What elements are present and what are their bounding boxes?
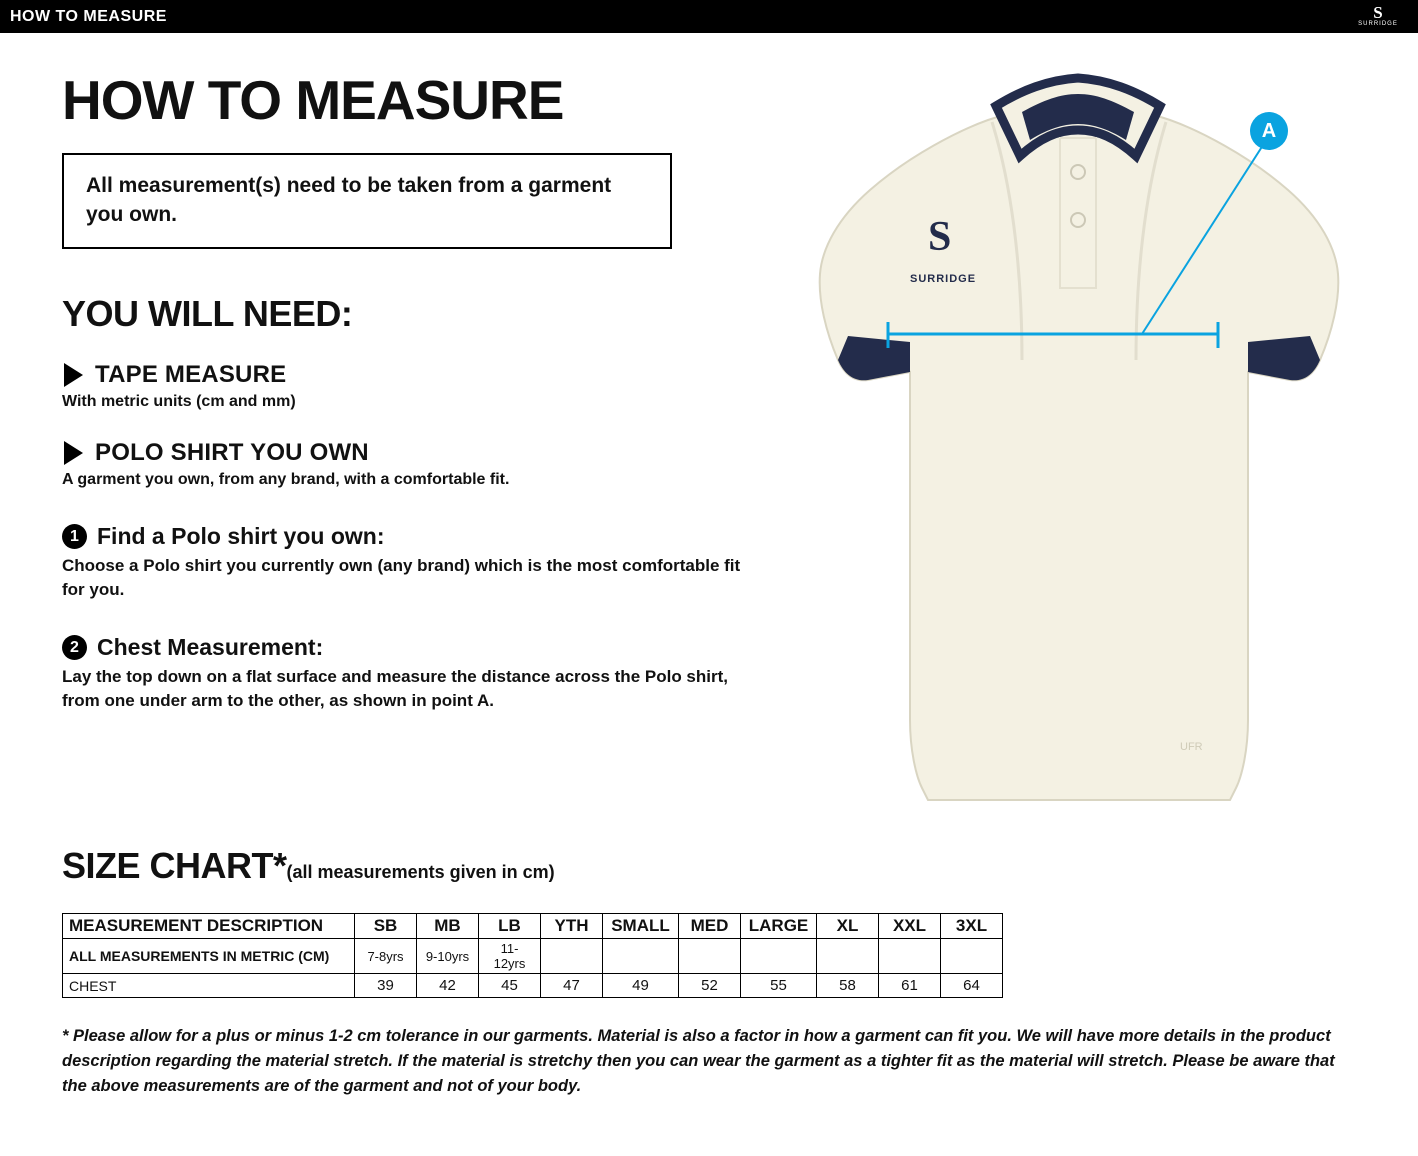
step-body: Lay the top down on a flat surface and measure the distance across the Polo shirt, from one under arm to the other, as shown in point A. <box>62 667 728 710</box>
table-cell: 49 <box>603 974 679 998</box>
step-label: Chest Measurement: <box>97 634 324 660</box>
step-number-badge: 2 <box>62 635 87 660</box>
size-chart-table <box>62 913 1003 998</box>
page-title: HOW TO MEASURE <box>62 69 564 131</box>
table-cell <box>741 939 817 974</box>
shirt-button-bottom <box>1071 213 1085 227</box>
top-bar-title: HOW TO MEASURE <box>10 8 167 25</box>
table-cell <box>817 939 879 974</box>
need-item-tape-measure <box>62 361 762 413</box>
column-header: SB <box>355 914 417 939</box>
row-label: ALL MEASUREMENTS IN METRIC (CM) <box>63 939 355 974</box>
table-row <box>63 974 1003 998</box>
triangle-bullet-icon <box>64 441 83 465</box>
shirt-right-cuff <box>1248 336 1320 380</box>
triangle-bullet-icon <box>64 363 83 387</box>
need-label: POLO SHIRT YOU OWN <box>95 439 369 466</box>
column-header: MEASUREMENT DESCRIPTION <box>63 914 355 939</box>
table-cell <box>879 939 941 974</box>
column-header: LARGE <box>741 914 817 939</box>
column-header: MB <box>417 914 479 939</box>
table-cell: 45 <box>479 974 541 998</box>
step-find-polo-shirt <box>62 523 762 602</box>
row-label: CHEST <box>63 974 355 998</box>
table-cell: 52 <box>679 974 741 998</box>
size-chart-title: SIZE CHART* <box>62 845 287 886</box>
shirt-left-cuff <box>838 336 910 380</box>
svg-text:S: S <box>928 214 952 260</box>
column-header: MED <box>679 914 741 939</box>
table-header-row <box>63 914 1003 939</box>
need-label: TAPE MEASURE <box>95 361 287 388</box>
top-bar <box>0 0 1418 33</box>
column-header: XXL <box>879 914 941 939</box>
shirt-hem-mark: UFR <box>1180 741 1203 753</box>
step-chest-measurement <box>62 634 762 713</box>
column-header: YTH <box>541 914 603 939</box>
table-row <box>63 939 1003 974</box>
table-cell <box>603 939 679 974</box>
table-cell: 9-10yrs <box>417 939 479 974</box>
table-cell: 55 <box>741 974 817 998</box>
need-sub: A garment you own, from any brand, with a comfortable fit. <box>62 471 510 488</box>
surridge-logo <box>1346 2 1410 31</box>
table-cell: 11-12yrs <box>479 939 541 974</box>
table-cell: 61 <box>879 974 941 998</box>
table-cell: 64 <box>941 974 1003 998</box>
svg-text:SURRIDGE: SURRIDGE <box>910 273 977 285</box>
step-label: Find a Polo shirt you own: <box>97 523 385 549</box>
you-will-need-heading: YOU WILL NEED: <box>62 293 353 334</box>
table-cell: 42 <box>417 974 479 998</box>
need-sub: With metric units (cm and mm) <box>62 393 296 410</box>
table-cell <box>941 939 1003 974</box>
measurement-note-box <box>62 153 672 249</box>
step-body: Choose a Polo shirt you currently own (any brand) which is the most comfortable fit for you. <box>62 556 741 599</box>
shirt-button-top <box>1071 165 1085 179</box>
table-cell: 58 <box>817 974 879 998</box>
column-header: XL <box>817 914 879 939</box>
table-cell <box>679 939 741 974</box>
callout-badge-a: A <box>1250 112 1288 150</box>
column-header: SMALL <box>603 914 679 939</box>
column-header: 3XL <box>941 914 1003 939</box>
logo-mark: S <box>1373 3 1383 22</box>
size-chart-heading <box>62 845 555 887</box>
size-chart-subtitle: (all measurements given in cm) <box>286 862 555 882</box>
polo-shirt-illustration <box>760 60 1400 840</box>
table-cell: 7-8yrs <box>355 939 417 974</box>
footnote-text: * Please allow for a plus or minus 1-2 cm tolerance in our garments. Material is also a factor in how a garment can fit you. We will have more details in the product description regarding the material stretch. If the material is stretchy then you can wear the garment as a tighter fit as the material will stretch. Please be aware that the above measurements are of the garment and not of your body. <box>62 1027 1335 1095</box>
need-item-polo-shirt <box>62 439 762 491</box>
step-number-badge: 1 <box>62 524 87 549</box>
table-cell <box>541 939 603 974</box>
measurement-note-text: All measurement(s) need to be taken from a garment you own. <box>86 174 612 226</box>
logo-wordmark: SURRIDGE <box>1358 21 1398 27</box>
table-cell: 39 <box>355 974 417 998</box>
polo-shirt-svg <box>760 60 1400 840</box>
column-header: LB <box>479 914 541 939</box>
instructions-column <box>62 70 762 713</box>
table-cell: 47 <box>541 974 603 998</box>
